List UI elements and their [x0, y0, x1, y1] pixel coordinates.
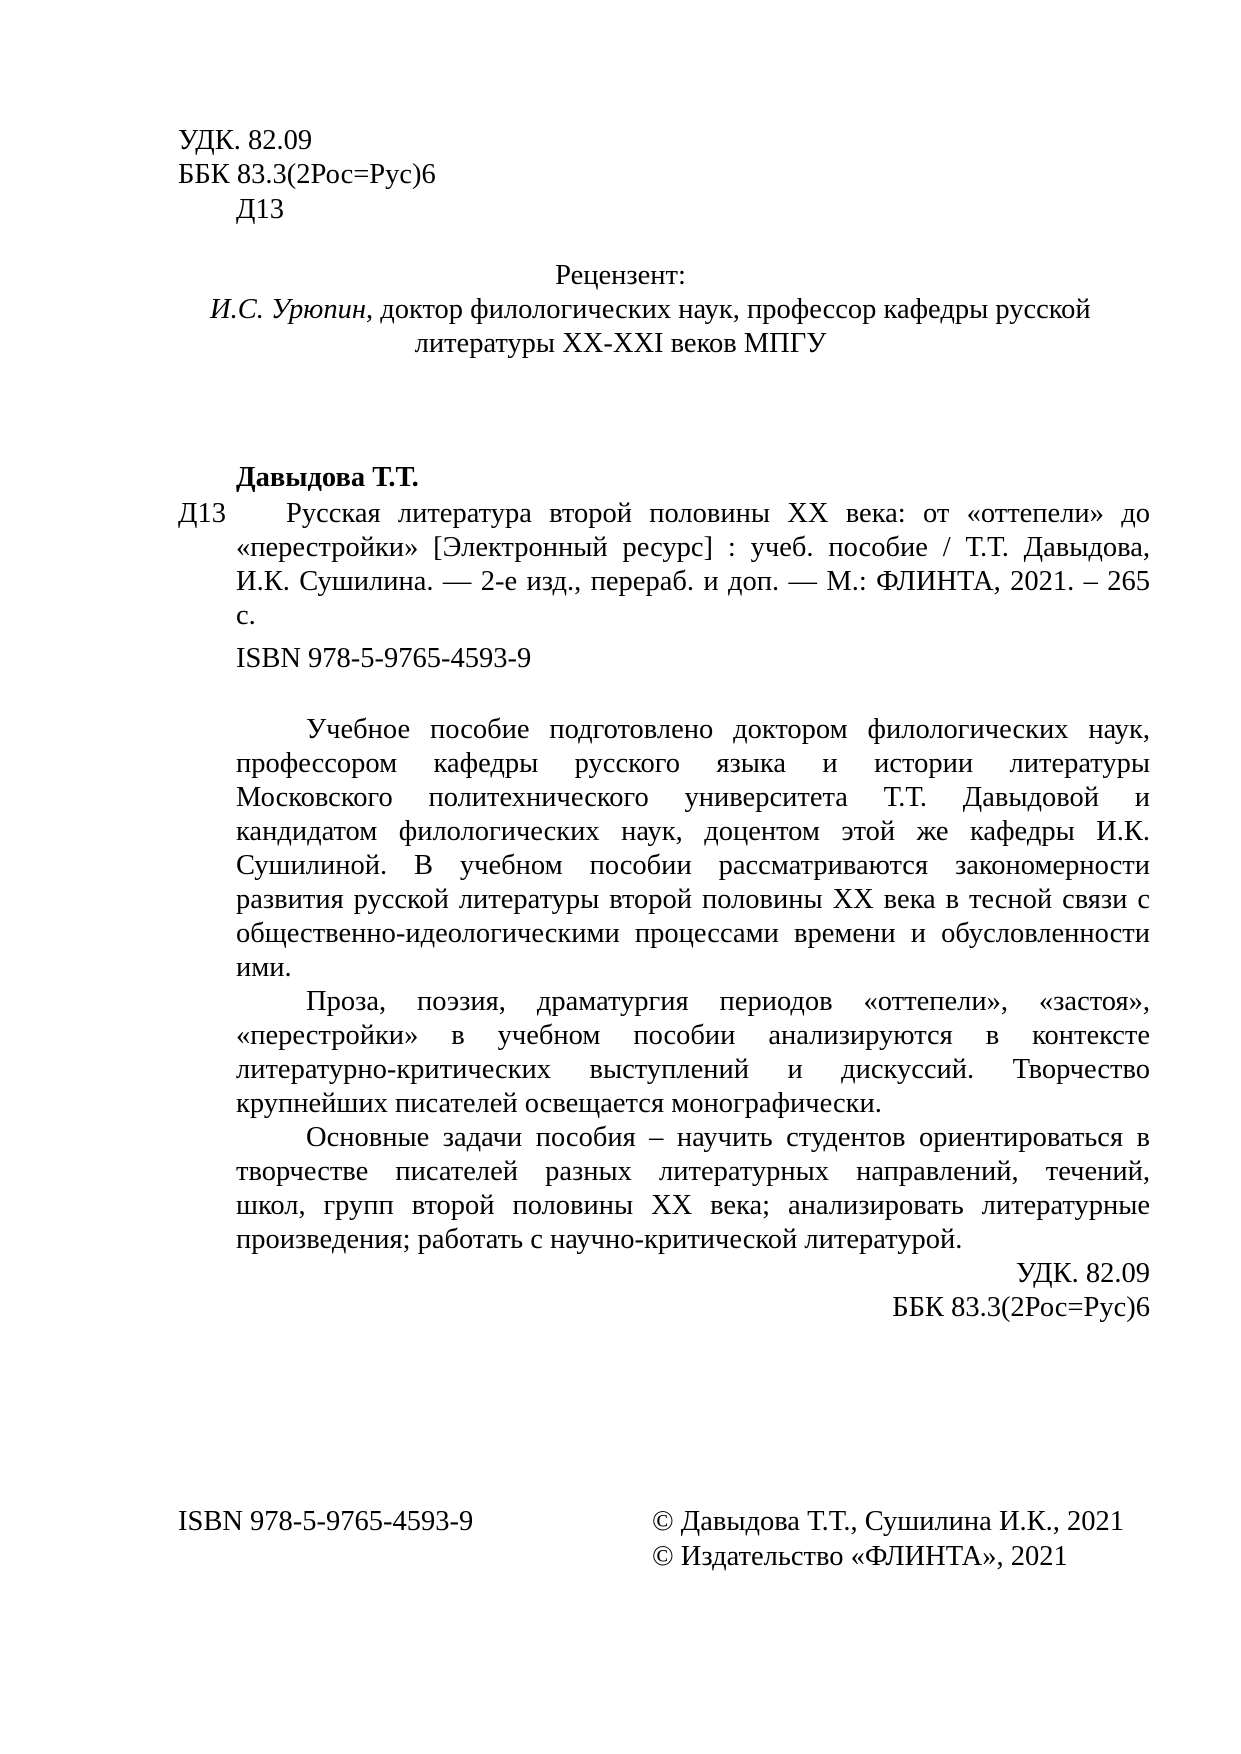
annotation-line: кандидатом филологических наук, доцентом этой же кафедры И.К. [236, 816, 1150, 847]
record-line: Русская литература второй половины XX века: от «оттепели» до [286, 498, 1150, 529]
annotation-line: Учебное пособие подготовлено доктором филологических наук, [306, 714, 1150, 745]
annotation-udk: УДК. 82.09 [1015, 1258, 1150, 1289]
copyright-authors: © Давыдова Т.Т., Сушилина И.К., 2021 [652, 1506, 1125, 1537]
reviewer-line-2: литературы XX-XXI веков МПГУ [414, 328, 827, 359]
reviewer-heading: Рецензент: [555, 260, 686, 291]
annotation-line: произведения; работать с научно-критической литературой. [236, 1224, 963, 1255]
record-code: Д13 [178, 498, 226, 529]
annotation-line: развития русской литературы второй половины XX века в тесной связи с [236, 884, 1150, 915]
bbk-code: ББК 83.3(2Рос=Рус)6 [178, 159, 436, 190]
copyright-publisher: © Издательство «ФЛИНТА», 2021 [652, 1541, 1068, 1572]
record-author: Давыдова Т.Т. [236, 462, 419, 493]
annotation-line: школ, групп второй половины XX века; анализировать литературные [236, 1190, 1150, 1221]
record-line: «перестройки» [Электронный ресурс] : учеб. пособие / Т.Т. Давыдова, [236, 532, 1150, 563]
udk-code: УДК. 82.09 [178, 125, 313, 156]
annotation-line: Сушилиной. В учебном пособии рассматриваются закономерности [236, 850, 1150, 881]
annotation-line: «перестройки» в учебном пособии анализируются в контексте [236, 1020, 1150, 1051]
annotation-line: общественно-идеологическими процессами времени и обусловленности [236, 918, 1150, 949]
annotation-line: профессором кафедры русского языка и истории литературы [236, 748, 1150, 779]
footer-isbn: ISBN 978-5-9765-4593-9 [178, 1506, 474, 1537]
annotation-line: Московского политехнического университета Т.Т. Давыдовой и [236, 782, 1150, 813]
annotation-line: крупнейших писателей освещается монографически. [236, 1088, 882, 1119]
annotation-line: ими. [236, 952, 292, 983]
record-isbn: ISBN 978-5-9765-4593-9 [236, 643, 532, 674]
reviewer-description: доктор филологических наук, профессор кафедры русской [373, 294, 1091, 325]
annotation-line: Проза, поэзия, драматургия периодов «оттепели», «застоя», [306, 986, 1150, 1017]
annotation-line: литературно-критических выступлений и дискуссий. Творчество [236, 1054, 1150, 1085]
annotation-bbk: ББК 83.3(2Рос=Рус)6 [892, 1292, 1150, 1323]
annotation-line: творчестве писателей разных литературных направлений, течений, [236, 1156, 1150, 1187]
reviewer-line-1 [210, 293, 1091, 327]
record-line: с. [236, 600, 256, 631]
annotation-line: Основные задачи пособия – научить студентов ориентироваться в [306, 1122, 1150, 1153]
reviewer-name: И.С. Урюпин, [210, 294, 374, 325]
record-line: И.К. Сушилина. — 2-е изд., перераб. и доп. — М.: ФЛИНТА, 2021. – 265 [236, 566, 1150, 597]
author-code: Д13 [236, 194, 284, 225]
